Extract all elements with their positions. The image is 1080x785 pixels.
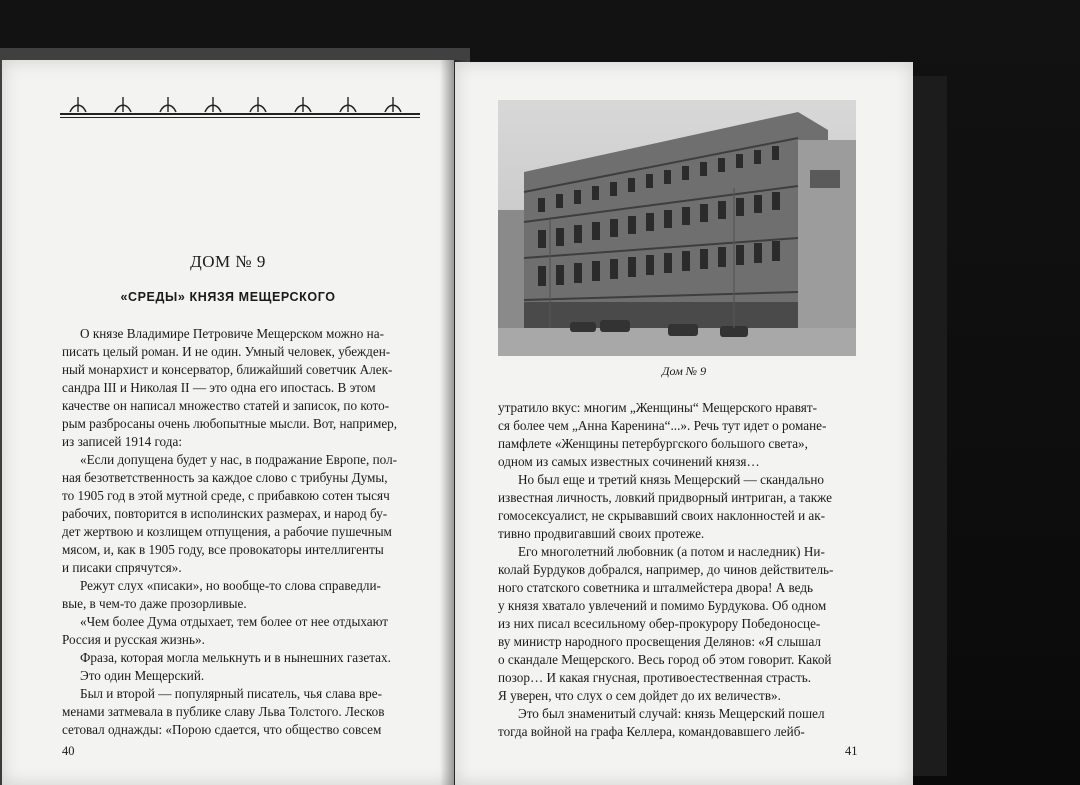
text-line: Но был еще и третий князь Мещерский — скандально: [518, 472, 825, 487]
text-line: ву министр народного просвещения Делянов: «Я слышал: [498, 634, 821, 649]
text-line: Я уверен, что слух о сем дойдет до их величеств».: [498, 688, 781, 703]
text-line: ся более чем „Анна Каренина“...». Речь тут идет о романе-: [498, 418, 827, 433]
text-line: Это один Мещерский.: [80, 668, 205, 683]
text-line: одном из самых известных сочинений князя…: [498, 454, 760, 469]
text-line: писать целый роман. И не один. Умный человек, убежден-: [62, 344, 391, 359]
text-line: О князе Владимире Петровиче Мещерском можно на-: [80, 326, 384, 341]
building-photo-icon: [498, 100, 856, 356]
text-line: то 1905 год в этой мутной среде, с прибавкою сотен тысяч: [62, 488, 390, 503]
text-line: Его многолетний любовник (а потом и наследник) Ни-: [518, 544, 825, 559]
text-line: памфлете «Женщины петербургского большого света»,: [498, 436, 808, 451]
page-number: 41: [845, 744, 858, 758]
text-line: утратило вкус: многим „Женщины“ Мещерского нравят-: [498, 400, 818, 415]
text-line: сетовал однажды: «Порою сдается, что общество совсем: [62, 722, 382, 737]
text-line: Режут слух «писаки», но вообще-то слова справедли-: [80, 578, 381, 593]
page-number: 40: [62, 744, 75, 758]
text-line: сандра III и Николая II — это одна его ипостась. В этом: [62, 380, 376, 395]
ornament-border-icon: [60, 93, 420, 121]
text-line: колай Бурдуков добрался, например, до чинов действитель-: [498, 562, 834, 577]
text-line: ного статского советника и шталмейстера двора! А ведь: [498, 580, 814, 595]
text-line: из записей 1914 года:: [62, 434, 182, 449]
text-line: известная личность, ловкий придворный интриган, а также: [498, 490, 832, 505]
text-line: Россия и русская жизнь».: [62, 632, 205, 647]
text-line: у князя хватало увлечений и помимо Бурдукова. Об одном: [498, 598, 827, 613]
text-line: качестве он написал множество статей и записок, по кото-: [62, 398, 390, 413]
text-line: гомосексуалист, не скрывавший своих наклонностей и ак-: [498, 508, 826, 523]
text-line: тивно продвигавший своих протеже.: [498, 526, 705, 541]
right-page: [455, 62, 913, 785]
left-page: [2, 60, 454, 785]
text-line: из них писал всесильному обер-прокурору Победоносце-: [498, 616, 821, 631]
chapter-title: ДОМ № 9: [190, 252, 266, 271]
text-line: позор… И какая гнусная, противоестественная страсть.: [498, 670, 812, 685]
text-line: о скандале Мещерского. Весь город об этом говорит. Какой: [498, 652, 832, 667]
text-line: «Если допущена будет у нас, в подражание Европе, пол-: [80, 452, 398, 467]
building-photo: [498, 100, 856, 356]
text-line: Фраза, которая могла мелькнуть и в нынешних газетах.: [80, 650, 391, 665]
text-line: дет жертвою и козлищем отпущения, а рабочие пушечным: [62, 524, 392, 539]
text-line: «Чем более Дума отдыхает, тем более от нее отдыхают: [80, 614, 389, 629]
text-line: менами затмевала в публике славу Льва Толстого. Лесков: [62, 704, 385, 719]
text-line: и писаки спрячутся».: [62, 560, 182, 575]
text-line: мясом, и, как в 1905 году, все провокаторы интеллигенты: [62, 542, 384, 557]
text-line: ная безответственность за каждое слово с трибуны Думы,: [62, 470, 388, 485]
text-line: вые, в чем-то даже прозорливые.: [62, 596, 247, 611]
chapter-subtitle: «СРЕДЫ» КНЯЗЯ МЕЩЕРСКОГО: [120, 290, 336, 304]
photo-caption: Дом № 9: [661, 364, 707, 378]
text-line: рабочих, повторится в исполинских размерах, и народ бу-: [62, 506, 388, 521]
text-line: Был и второй — популярный писатель, чья слава вре-: [80, 686, 383, 701]
text-line: ный монархист и консерватор, ближайший советчик Алек-: [62, 362, 393, 377]
text-line: тогда войной на графа Келлера, командовавшего лейб-: [498, 724, 805, 739]
text-line: Это был знаменитый случай: князь Мещерский пошел: [518, 706, 825, 721]
text-line: рым разбросаны очень любопытные мысли. Вот, например,: [62, 416, 398, 431]
